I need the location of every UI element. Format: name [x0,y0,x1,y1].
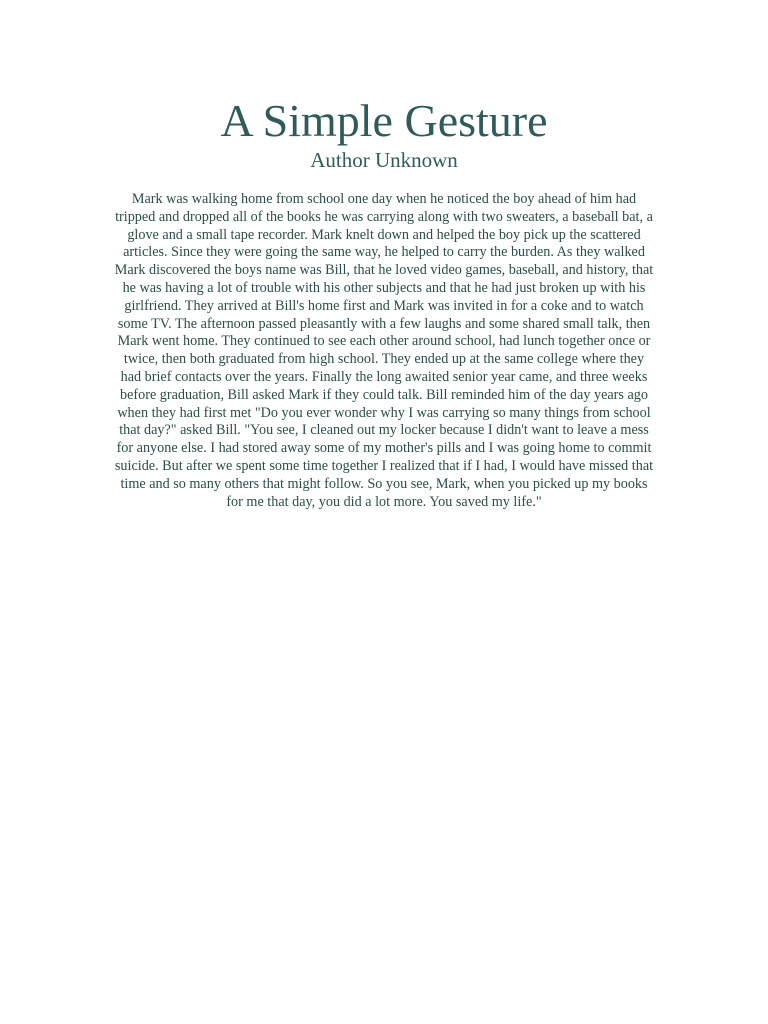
document-body: Mark was walking home from school one day when he noticed the boy ahead of him had tripped and dropped all of the books he was carrying along with two sweaters, a baseball bat, a glove and a small tape recorder. Mark knelt down and helped the boy pick up the scattered articles. Since they were going the same way, he helped to carry the burden. As they walked Mark discovered the boys name was Bill, that he loved video games, baseball, and history, that he was having a lot of trouble with his other subjects and that he had just broken up with his girlfriend. They arrived at Bill's home first and Mark was invited in for a coke and to watch some TV. The afternoon passed pleasantly with a few laughs and some shared small talk, then Mark went home. They continued to see each other around school, had lunch together once or twice, then both graduated from high school. They ended up at the same college where they had brief contacts over the years. Finally the long awaited senior year came, and three weeks before graduation, Bill asked Mark if they could talk. Bill reminded him of the day years ago when they had first met "Do you ever wonder why I was carrying so many things from school that day?" asked Bill. "You see, I cleaned out my locker because I didn't want to leave a mess for anyone else. I had stored away some of my mother's pills and I was going home to commit suicide. But after we spent some time together I realized that if I had, I would have missed that time and so many others that might follow. So you see, Mark, when you picked up my books for me that day, you did a lot more. You saved my life." [114,191,654,510]
document-author: Author Unknown [310,148,458,172]
document-title: A Simple Gesture [220,95,548,146]
